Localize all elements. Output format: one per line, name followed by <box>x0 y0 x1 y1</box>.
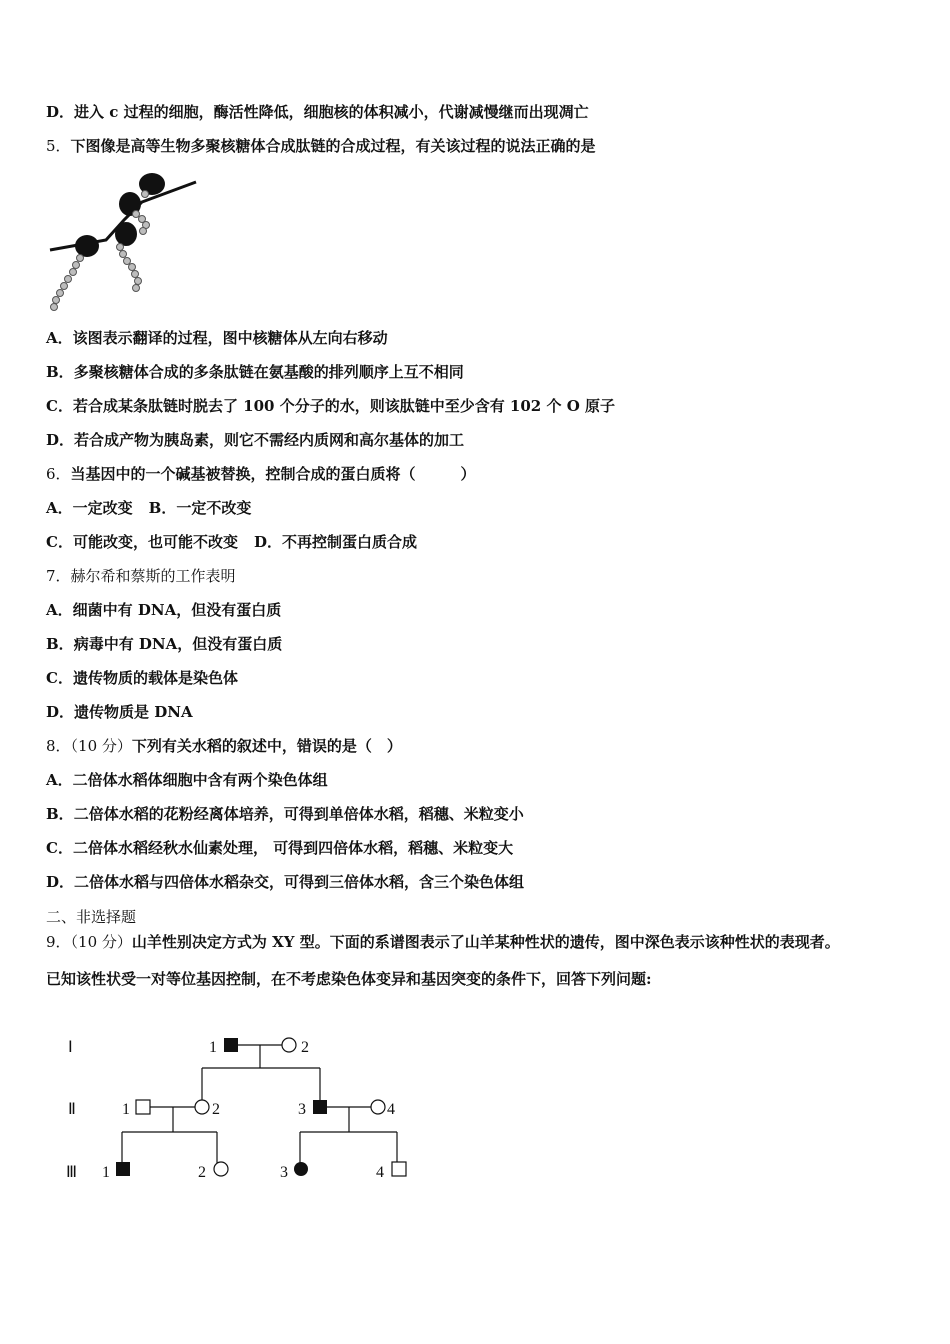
question-8-stem <box>46 736 402 756</box>
ribosome <box>115 222 137 246</box>
unaffected-male-III-4 <box>392 1162 406 1176</box>
peptide-chain <box>51 255 84 311</box>
q8-option-c <box>46 838 513 858</box>
q5-option-d <box>46 430 464 450</box>
option-text: 进入 c 过程的细胞，酶活性降低，细胞核的体积减小，代谢减慢继而出现凋亡 <box>74 103 589 121</box>
unaffected-female-II-4 <box>371 1100 385 1114</box>
unaffected-female-I-2 <box>282 1038 296 1052</box>
q6-options-ab <box>46 498 251 518</box>
generation-label: Ⅰ <box>68 1039 73 1056</box>
option-text: 该图表示翻译的过程，图中核糖体从左向右移动 <box>72 329 388 347</box>
option-text: 不再控制蛋白质合成 <box>281 533 417 551</box>
individual-number: 2 <box>301 1039 309 1056</box>
peptide-chain <box>142 191 149 198</box>
option-text: 若合成某条肽链时脱去了 100 个分子的水，则该肽链中至少含有 102 个 O 原子 <box>72 397 615 415</box>
individual-number: 3 <box>298 1101 306 1118</box>
option-letter: B． <box>148 499 177 517</box>
option-letter: D． <box>253 533 282 551</box>
option-text: 一定不改变 <box>176 499 252 517</box>
option-letter: C． <box>46 397 73 415</box>
option-letter: A． <box>46 499 73 517</box>
affected-female-III-3 <box>294 1162 308 1176</box>
question-6-stem <box>46 464 476 484</box>
option-letter: C． <box>46 533 73 551</box>
question-number: 7． <box>46 567 71 585</box>
option-letter: D． <box>46 103 75 121</box>
ribosome <box>75 235 99 257</box>
question-text: 已知该性状受一对等位基因控制，在不考虑染色体变异和基因突变的条件下，回答下列问题: <box>46 970 652 988</box>
affected-male-I-1 <box>224 1038 238 1052</box>
individual-number: 4 <box>387 1101 395 1118</box>
question-text: 下列有关水稻的叙述中，错误的是（ ） <box>131 737 402 755</box>
q6-options-cd <box>46 532 417 552</box>
peptide-chain <box>117 244 142 292</box>
question-score: （10 分） <box>70 737 132 755</box>
generation-label: Ⅲ <box>66 1164 78 1181</box>
option-text: 病毒中有 DNA，但没有蛋白质 <box>73 635 283 653</box>
q7-option-d <box>46 702 193 722</box>
individual-number: 3 <box>280 1164 288 1181</box>
q5-option-b <box>46 362 464 382</box>
option-letter: A． <box>46 601 73 619</box>
unaffected-female-II-2 <box>195 1100 209 1114</box>
question-7-stem <box>46 566 236 586</box>
q8-option-a <box>46 770 328 790</box>
option-letter: B． <box>46 363 74 381</box>
option-text: 遗传物质的载体是染色体 <box>72 669 238 687</box>
affected-male-II-3 <box>313 1100 327 1114</box>
option-letter: D． <box>46 873 75 891</box>
option-text: 二倍体水稻体细胞中含有两个染色体组 <box>72 771 328 789</box>
individual-number: 2 <box>198 1164 206 1181</box>
generation-label: Ⅱ <box>68 1101 76 1118</box>
question-text: 下图像是高等生物多聚核糖体合成肽链的合成过程，有关该过程的说法正确的是 <box>70 137 596 155</box>
unaffected-male-II-1 <box>136 1100 150 1114</box>
section-heading: 二、非选择题 <box>46 908 137 926</box>
option-text: 二倍体水稻经秋水仙素处理， 可得到四倍体水稻，稻穗、米粒变大 <box>72 839 514 857</box>
question-number: 5． <box>46 137 71 155</box>
option-letter: B． <box>46 805 74 823</box>
q5-option-c <box>46 396 615 416</box>
question-number: 6． <box>46 465 71 483</box>
pedigree-chart <box>60 1028 420 1188</box>
individual-number: 1 <box>102 1164 110 1181</box>
option-letter: D． <box>46 431 75 449</box>
individual-number: 4 <box>376 1164 384 1181</box>
question-text: 山羊性别决定方式为 XY 型。下面的系谱图表示了山羊某种性状的遗传，图中深色表示该种性状的表现者。 <box>131 933 840 951</box>
option-letter: A． <box>46 771 73 789</box>
option-text: 细菌中有 DNA，但没有蛋白质 <box>72 601 282 619</box>
q5-option-a <box>46 328 388 348</box>
individual-number: 1 <box>122 1101 130 1118</box>
option-text: 可能改变，也可能不改变 <box>72 533 238 551</box>
option-text: 二倍体水稻的花粉经离体培养，可得到单倍体水稻，稻穗、米粒变小 <box>73 805 524 823</box>
individual-number: 2 <box>212 1101 220 1118</box>
prev-option-d <box>46 102 589 122</box>
question-number: 8． <box>46 737 71 755</box>
affected-male-III-1 <box>116 1162 130 1176</box>
option-letter: B． <box>46 635 74 653</box>
option-text: 多聚核糖体合成的多条肽链在氨基酸的排列顺序上互不相同 <box>73 363 464 381</box>
option-text: 二倍体水稻与四倍体水稻杂交，可得到三倍体水稻，含三个染色体组 <box>74 873 525 891</box>
q7-option-a <box>46 600 281 620</box>
q7-option-c <box>46 668 238 688</box>
q8-option-d <box>46 872 524 892</box>
option-letter: C． <box>46 669 73 687</box>
question-9-stem-line2 <box>46 969 652 989</box>
question-9-stem-line1 <box>46 932 840 952</box>
question-text: 当基因中的一个碱基被替换，控制合成的蛋白质将（ ） <box>70 465 476 483</box>
option-text: 若合成产物为胰岛素，则它不需经内质网和高尔基体的加工 <box>74 431 465 449</box>
question-number: 9． <box>46 933 71 951</box>
option-text: 一定改变 <box>72 499 133 517</box>
individual-number: 1 <box>209 1039 217 1056</box>
option-letter: D． <box>46 703 75 721</box>
question-5-stem <box>46 136 596 156</box>
question-score: （10 分） <box>70 933 132 951</box>
option-text: 遗传物质是 DNA <box>74 703 193 721</box>
option-letter: A． <box>46 329 73 347</box>
option-letter: C． <box>46 839 73 857</box>
question-text: 赫尔希和蔡斯的工作表明 <box>70 567 236 585</box>
q8-option-b <box>46 804 524 824</box>
unaffected-female-III-2 <box>214 1162 228 1176</box>
q7-option-b <box>46 634 282 654</box>
polyribosome-figure <box>46 168 206 316</box>
